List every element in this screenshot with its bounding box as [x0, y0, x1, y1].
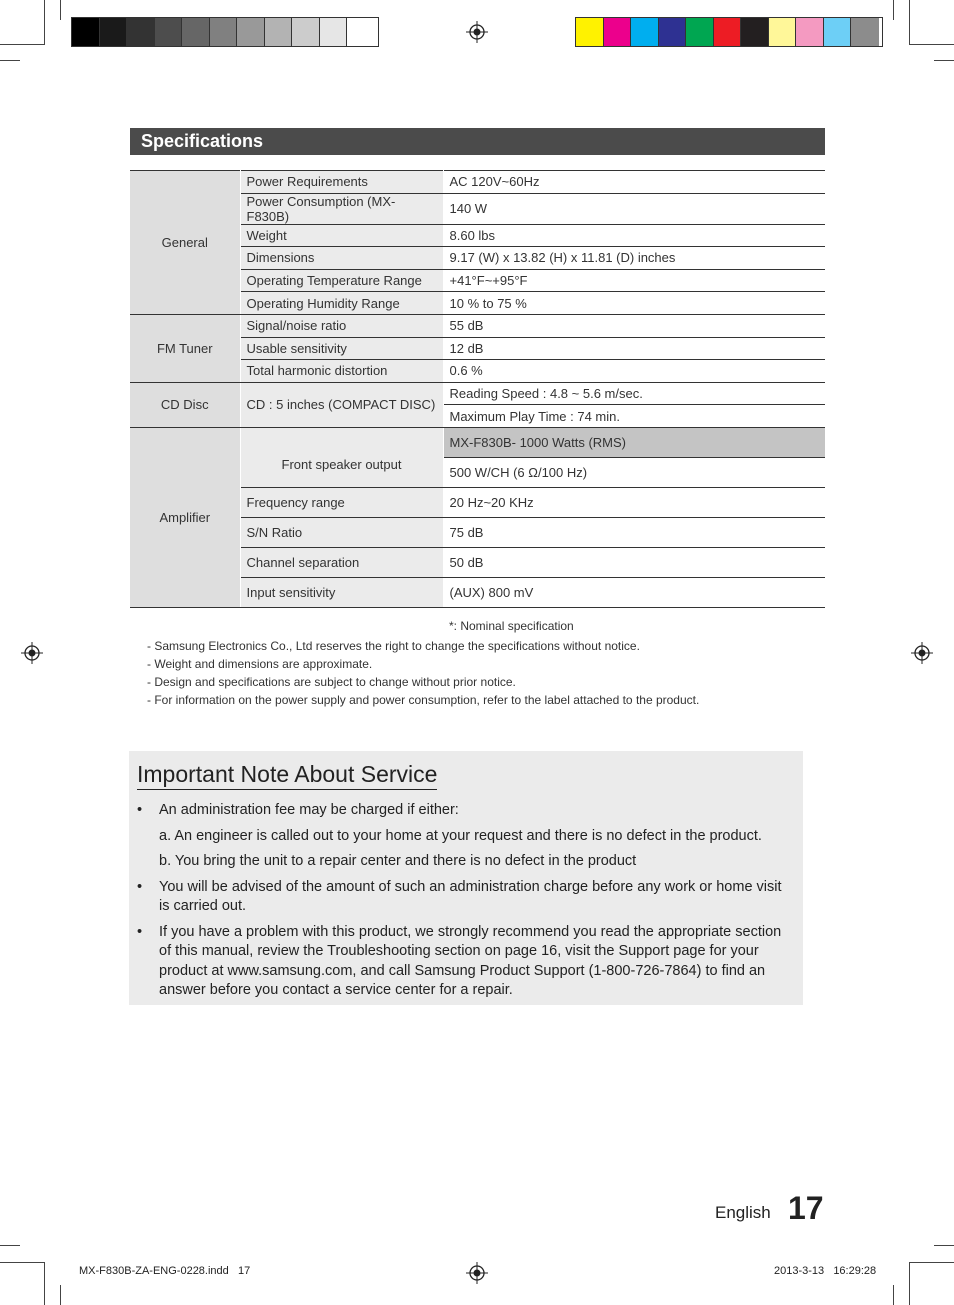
table-row: [130, 314, 825, 337]
spec-value: 140 W: [443, 193, 825, 224]
spec-label: Total harmonic distortion: [240, 360, 443, 383]
spec-value: 20 Hz~20 KHz: [443, 487, 825, 517]
crop-mark: [60, 1285, 61, 1305]
color-swatch: [631, 18, 659, 46]
spec-label: Input sensitivity: [240, 577, 443, 607]
list-item-text: If you have a problem with this product, we strongly recommend you read the appropriate section of this manual, review the Troubleshooting section on page 16, visit the Support page for your product at www.samsung.com, and call Samsung Product Support (1-800-726-7864) to find an answer before you contact a service center for a repair.: [159, 923, 782, 998]
color-swatch: [72, 18, 100, 46]
spec-value: 75 dB: [443, 517, 825, 547]
spec-value: (AUX) 800 mV: [443, 577, 825, 607]
color-swatch: [796, 18, 824, 46]
spec-value: 500 W/CH (6 Ω/100 Hz): [443, 457, 825, 487]
spec-value: 8.60 lbs: [443, 224, 825, 247]
list-item-text: An administration fee may be charged if either:: [159, 802, 459, 818]
registration-mark-icon: [466, 1262, 488, 1284]
color-swatch: [100, 18, 128, 46]
crop-mark: [44, 0, 45, 45]
spec-label: Channel separation: [240, 547, 443, 577]
spec-note: - For information on the power supply and power consumption, refer to the label attached to the product.: [147, 693, 700, 707]
spec-value: +41°F~+95°F: [443, 269, 825, 292]
color-swatch: [210, 18, 238, 46]
bullet-icon: •: [137, 802, 143, 818]
color-swatch: [604, 18, 632, 46]
color-swatch: [182, 18, 210, 46]
spec-value: 50 dB: [443, 547, 825, 577]
color-swatch: [265, 18, 293, 46]
crop-mark: [909, 1262, 954, 1263]
registration-mark-icon: [466, 21, 488, 43]
service-note-title: Important Note About Service: [137, 761, 437, 790]
spec-label: S/N Ratio: [240, 517, 443, 547]
spec-label: Operating Temperature Range: [240, 269, 443, 292]
page-number: 17: [788, 1190, 824, 1226]
registration-mark-icon: [911, 642, 933, 664]
color-swatch: [320, 18, 348, 46]
spec-label: Dimensions: [240, 247, 443, 270]
sub-list-item: a. An engineer is called out to your home at your request and there is no defect in the product.: [159, 827, 762, 844]
list-item-text: You will be advised of the amount of such an administration charge before any work or home visit is carried out.: [159, 878, 782, 914]
spec-note: - Samsung Electronics Co., Ltd reserves the right to change the specifications without notice.: [147, 639, 640, 653]
spec-notes: [147, 637, 699, 709]
service-note-box: [129, 751, 803, 1005]
spec-label: CD : 5 inches (COMPACT DISC): [240, 382, 443, 427]
spec-value: 9.17 (W) x 13.82 (H) x 11.81 (D) inches: [443, 247, 825, 270]
color-swatch: [686, 18, 714, 46]
color-swatch: [292, 18, 320, 46]
color-swatch: [347, 18, 375, 46]
list-item: [137, 878, 792, 917]
category-general: General: [130, 171, 240, 315]
crop-mark: [0, 1245, 20, 1246]
color-swatch: [851, 18, 879, 46]
table-row: [130, 382, 825, 405]
print-slug-date: 2013-3-13 16:29:28: [774, 1265, 877, 1277]
crop-mark: [909, 1262, 910, 1305]
color-swatch: [714, 18, 742, 46]
spec-label: Operating Humidity Range: [240, 292, 443, 315]
crop-mark: [893, 0, 894, 20]
nominal-spec-footnote: *: Nominal specification: [449, 619, 574, 633]
gray-swatch-bar: [71, 17, 379, 47]
color-swatch: [824, 18, 852, 46]
spec-label: Usable sensitivity: [240, 337, 443, 360]
spec-note: - Design and specifications are subject to change without prior notice.: [147, 675, 516, 689]
spec-label: Power Consumption (MX-F830B): [240, 193, 443, 224]
spec-note: - Weight and dimensions are approximate.: [147, 657, 373, 671]
page-language: English: [715, 1203, 771, 1222]
color-swatch: [155, 18, 183, 46]
spec-label: Signal/noise ratio: [240, 314, 443, 337]
table-row: [130, 427, 825, 457]
spec-value: AC 120V~60Hz: [443, 171, 825, 194]
spec-label: Weight: [240, 224, 443, 247]
bullet-icon: •: [137, 878, 143, 895]
crop-mark: [0, 44, 45, 45]
crop-mark: [909, 0, 910, 45]
crop-mark: [893, 1285, 894, 1305]
color-swatch: [659, 18, 687, 46]
crop-mark: [934, 60, 954, 61]
sub-list-item: b. You bring the unit to a repair center and there is no defect in the product: [159, 853, 637, 869]
bullet-icon: •: [137, 923, 143, 940]
registration-mark-icon: [21, 642, 43, 664]
specifications-header: Specifications: [130, 128, 825, 155]
crop-mark: [909, 44, 954, 45]
category-cd-disc: CD Disc: [130, 382, 240, 427]
color-swatch: [127, 18, 155, 46]
service-note-list: [137, 801, 792, 1007]
color-swatch: [237, 18, 265, 46]
category-fm-tuner: FM Tuner: [130, 314, 240, 382]
spec-value: 0.6 %: [443, 360, 825, 383]
specifications-table: [130, 170, 825, 608]
spec-value: Reading Speed : 4.8 ~ 5.6 m/sec.: [443, 382, 825, 405]
crop-mark: [934, 1245, 954, 1246]
category-amplifier: Amplifier: [130, 427, 240, 607]
crop-mark: [44, 1262, 45, 1305]
color-swatch: [741, 18, 769, 46]
color-swatch-bar: [575, 17, 883, 47]
table-row: [130, 171, 825, 194]
spec-value-model-header: MX-F830B- 1000 Watts (RMS): [443, 427, 825, 457]
list-item: [137, 801, 792, 821]
spec-label: Power Requirements: [240, 171, 443, 194]
print-slug-file: MX-F830B-ZA-ENG-0228.indd 17: [79, 1265, 251, 1277]
spec-value: Maximum Play Time : 74 min.: [443, 405, 825, 428]
crop-mark: [0, 60, 20, 61]
list-item: [137, 923, 792, 1001]
spec-value: 55 dB: [443, 314, 825, 337]
spec-label: Front speaker output: [240, 427, 443, 487]
spec-label: Frequency range: [240, 487, 443, 517]
color-swatch: [769, 18, 797, 46]
crop-mark: [60, 0, 61, 20]
color-swatch: [576, 18, 604, 46]
spec-value: 10 % to 75 %: [443, 292, 825, 315]
spec-value: 12 dB: [443, 337, 825, 360]
crop-mark: [0, 1262, 45, 1263]
